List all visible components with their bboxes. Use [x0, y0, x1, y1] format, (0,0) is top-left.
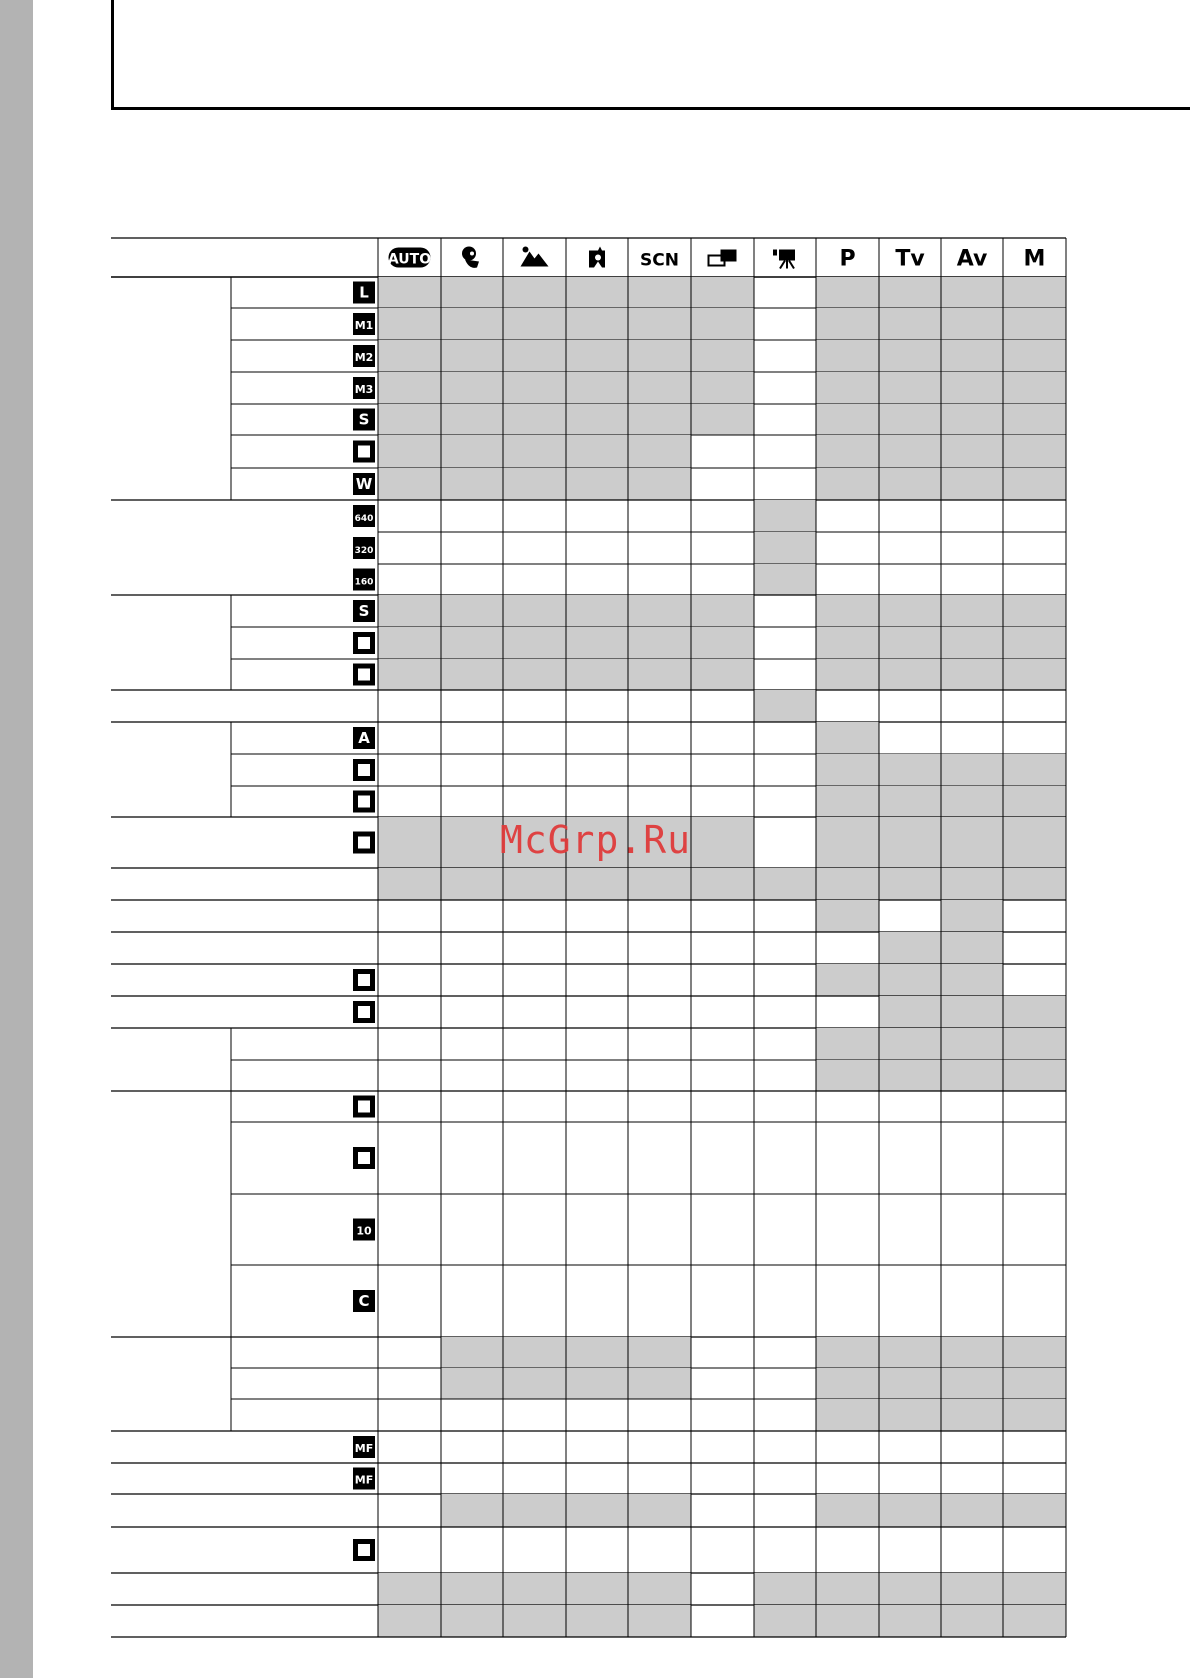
column-header-tv: Tv: [895, 246, 925, 272]
shaded-cell: [816, 868, 879, 900]
shaded-cell: [941, 868, 1003, 900]
column-header-scn: SCN: [640, 250, 679, 271]
shaded-cell: [816, 595, 879, 627]
shaded-cell: [816, 340, 879, 372]
shaded-cell: [1003, 595, 1066, 627]
shaded-cell: [441, 1573, 503, 1605]
shaded-cell: [941, 786, 1003, 817]
icon-glyph-label: L: [359, 283, 369, 302]
shaded-cell: [628, 627, 691, 659]
shaded-cell: [879, 964, 941, 996]
shaded-cell: [441, 595, 503, 627]
shaded-cell: [503, 372, 566, 404]
shaded-cell: [378, 404, 441, 435]
shaded-cell: [754, 690, 816, 722]
shaded-cell: [691, 659, 754, 690]
shaded-cell: [691, 627, 754, 659]
shaded-cell: [941, 1605, 1003, 1637]
large-resolution-icon: [353, 282, 375, 304]
shaded-cell: [441, 1605, 503, 1637]
shaded-cell: [566, 372, 628, 404]
shaded-cell: [628, 1494, 691, 1527]
postcard-resolution-icon: [353, 441, 375, 463]
shaded-cell: [1003, 868, 1066, 900]
shaded-cell: [879, 308, 941, 340]
shaded-cell: [628, 468, 691, 500]
shaded-cell: [441, 340, 503, 372]
shaded-cell: [503, 277, 566, 308]
shaded-cell: [503, 340, 566, 372]
shaded-cell: [566, 404, 628, 435]
shaded-cell: [441, 1494, 503, 1527]
shaded-cell: [879, 786, 941, 817]
shaded-cell: [941, 372, 1003, 404]
shaded-cell: [941, 595, 1003, 627]
column-header-auto-label: AUTO: [387, 251, 432, 268]
shaded-cell: [378, 277, 441, 308]
shaded-cell: [1003, 786, 1066, 817]
fine-compression-icon: [353, 632, 375, 654]
shaded-cell: [1003, 435, 1066, 468]
shaded-cell: [691, 308, 754, 340]
shaded-cell: [566, 468, 628, 500]
shaded-cell: [941, 1337, 1003, 1368]
shaded-cell: [1003, 404, 1066, 435]
shaded-cell: [441, 468, 503, 500]
shaded-cell: [566, 1573, 628, 1605]
shaded-cell: [879, 404, 941, 435]
shaded-cell: [1003, 1337, 1066, 1368]
shaded-cell: [628, 404, 691, 435]
shaded-cell: [816, 404, 879, 435]
shaded-cell: [879, 754, 941, 786]
shaded-cell: [378, 1573, 441, 1605]
shaded-cell: [628, 1368, 691, 1399]
icon-glyph-label: M2: [354, 351, 374, 364]
shaded-cell: [566, 1494, 628, 1527]
icon-glyph-label: A: [358, 729, 370, 747]
icon-glyph-label: M3: [354, 383, 374, 396]
shaded-cell: [566, 308, 628, 340]
shaded-cell: [879, 996, 941, 1028]
shaded-cell: [566, 340, 628, 372]
macro-icon: [353, 1539, 375, 1561]
shaded-cell: [941, 659, 1003, 690]
shaded-cell: [628, 1605, 691, 1637]
shaded-cell: [879, 372, 941, 404]
shaded-cell: [941, 1573, 1003, 1605]
shaded-cell: [941, 1060, 1003, 1091]
shaded-cell: [378, 372, 441, 404]
shaded-cell: [1003, 1060, 1066, 1091]
shaded-cell: [1003, 468, 1066, 500]
shaded-cell: [691, 595, 754, 627]
flash-off-icon: [353, 791, 375, 813]
shaded-cell: [503, 1605, 566, 1637]
shaded-cell: [941, 308, 1003, 340]
shaded-cell: [378, 659, 441, 690]
shaded-cell: [816, 1494, 879, 1527]
icon-glyph-label: 160: [354, 577, 374, 588]
shaded-cell: [816, 1368, 879, 1399]
shaded-cell: [754, 1605, 816, 1637]
shaded-cell: [754, 868, 816, 900]
shaded-cell: [941, 340, 1003, 372]
shaded-cell: [816, 1028, 879, 1060]
shaded-cell: [816, 722, 879, 754]
shaded-cell: [441, 435, 503, 468]
flash-on-icon: [353, 759, 375, 781]
shaded-cell: [441, 868, 503, 900]
shaded-cell: [1003, 817, 1066, 868]
shaded-cell: [754, 500, 816, 532]
icon-glyph-label: S: [358, 602, 370, 620]
shaded-cell: [691, 372, 754, 404]
shaded-cell: [879, 1060, 941, 1091]
shaded-cell: [941, 277, 1003, 308]
shaded-cell: [1003, 659, 1066, 690]
shaded-cell: [1003, 277, 1066, 308]
icon-glyph-label: 10: [356, 1224, 372, 1238]
shaded-cell: [879, 659, 941, 690]
shaded-cell: [1003, 754, 1066, 786]
shaded-cell: [879, 595, 941, 627]
shaded-cell: [879, 1399, 941, 1431]
auto-flash-icon: [353, 727, 375, 749]
icon-glyph-label: C: [358, 1292, 370, 1310]
shaded-cell: [503, 308, 566, 340]
icon-glyph-label: M1: [354, 319, 374, 332]
shaded-cell: [754, 1573, 816, 1605]
shaded-cell: [378, 340, 441, 372]
shaded-cell: [628, 277, 691, 308]
superfine-compression-icon: [353, 600, 375, 622]
shaded-cell: [691, 340, 754, 372]
shaded-cell: [628, 372, 691, 404]
shaded-cell: [441, 659, 503, 690]
shaded-cell: [628, 308, 691, 340]
shaded-cell: [941, 404, 1003, 435]
shaded-cell: [754, 564, 816, 595]
shaded-cell: [879, 1605, 941, 1637]
shaded-cell: [378, 627, 441, 659]
shaded-cell: [441, 817, 503, 868]
shaded-cell: [816, 627, 879, 659]
portrait-mode-icon: [462, 247, 479, 268]
auto-mode-badge-icon: [388, 248, 431, 268]
shaded-cell: [879, 340, 941, 372]
shaded-cell: [1003, 1573, 1066, 1605]
shaded-cell: [503, 1368, 566, 1399]
shaded-cell: [378, 435, 441, 468]
shaded-cell: [1003, 627, 1066, 659]
shaded-cell: [441, 1337, 503, 1368]
manual-focus-icon: [353, 1468, 375, 1490]
shaded-cell: [941, 996, 1003, 1028]
shaded-cell: [1003, 308, 1066, 340]
shaded-cell: [628, 868, 691, 900]
shaded-cell: [879, 627, 941, 659]
shaded-cell: [566, 1368, 628, 1399]
single-shot-icon: [353, 1096, 375, 1118]
shaded-cell: [441, 627, 503, 659]
shaded-cell: [1003, 1368, 1066, 1399]
shaded-cell: [816, 1399, 879, 1431]
shaded-cell: [816, 900, 879, 932]
shaded-cell: [941, 754, 1003, 786]
shaded-cell: [1003, 1494, 1066, 1527]
shaded-cell: [879, 868, 941, 900]
shaded-cell: [503, 1494, 566, 1527]
shaded-cell: [503, 627, 566, 659]
shaded-cell: [378, 468, 441, 500]
icon-glyph-label: MF: [354, 1442, 374, 1455]
shaded-cell: [378, 595, 441, 627]
medium3-resolution-icon: [353, 377, 375, 399]
small-resolution-icon: [353, 409, 375, 431]
icon-glyph-label: W: [355, 475, 373, 493]
shaded-cell: [816, 1060, 879, 1091]
shaded-cell: [503, 404, 566, 435]
shaded-cell: [816, 786, 879, 817]
shaded-cell: [879, 1494, 941, 1527]
shaded-cell: [566, 435, 628, 468]
shaded-cell: [378, 1605, 441, 1637]
shaded-cell: [566, 627, 628, 659]
shaded-cell: [879, 1368, 941, 1399]
shaded-cell: [1003, 340, 1066, 372]
medium1-resolution-icon: [353, 313, 375, 335]
shaded-cell: [503, 868, 566, 900]
shaded-cell: [816, 308, 879, 340]
column-header-av: Av: [956, 246, 988, 272]
column-header-m: M: [1023, 246, 1046, 272]
shaded-cell: [691, 817, 754, 868]
shaded-cell: [1003, 372, 1066, 404]
shaded-cell: [941, 900, 1003, 932]
shaded-cell: [754, 532, 816, 564]
shaded-cell: [941, 964, 1003, 996]
shaded-cell: [566, 1337, 628, 1368]
shaded-cell: [879, 1337, 941, 1368]
shaded-cell: [816, 659, 879, 690]
widescreen-resolution-icon: [353, 473, 375, 495]
shaded-cell: [879, 817, 941, 868]
movie-320-icon: [353, 537, 375, 559]
icon-glyph-label: 320: [354, 546, 374, 556]
shaded-cell: [941, 627, 1003, 659]
shaded-cell: [566, 868, 628, 900]
manual-focus-icon: [353, 1436, 375, 1458]
shaded-cell: [816, 964, 879, 996]
icon-glyph-label: 640: [354, 514, 374, 524]
shaded-cell: [441, 277, 503, 308]
shaded-cell: [628, 595, 691, 627]
column-header-p: P: [839, 246, 856, 272]
shaded-cell: [879, 468, 941, 500]
shaded-cell: [441, 308, 503, 340]
shaded-cell: [941, 932, 1003, 964]
night-scene-mode-icon: [589, 247, 605, 268]
normal-compression-icon: [353, 664, 375, 686]
shaded-cell: [691, 404, 754, 435]
shaded-cell: [1003, 996, 1066, 1028]
landscape-mode-icon: [521, 247, 549, 267]
shaded-cell: [941, 1028, 1003, 1060]
shaded-cell: [1003, 1028, 1066, 1060]
shaded-cell: [378, 308, 441, 340]
icon-glyph-label: S: [358, 410, 370, 429]
shaded-cell: [941, 1399, 1003, 1431]
shaded-cell: [566, 595, 628, 627]
shaded-cell: [628, 659, 691, 690]
stitch-assist-mode-icon: [709, 250, 737, 266]
shaded-cell: [816, 1337, 879, 1368]
shaded-cell: [1003, 1605, 1066, 1637]
shaded-cell: [441, 404, 503, 435]
shaded-cell: [816, 817, 879, 868]
shaded-cell: [503, 435, 566, 468]
shaded-cell: [378, 868, 441, 900]
shaded-cell: [816, 468, 879, 500]
shaded-cell: [941, 435, 1003, 468]
watermark: McGrp.Ru: [500, 818, 692, 862]
shaded-cell: [566, 1605, 628, 1637]
shaded-cell: [816, 372, 879, 404]
shaded-cell: [941, 1494, 1003, 1527]
shaded-cell: [879, 932, 941, 964]
red-eye-icon: [353, 832, 375, 854]
shaded-cell: [691, 277, 754, 308]
shaded-cell: [441, 1368, 503, 1399]
shaded-cell: [1003, 1399, 1066, 1431]
self-timer-custom-icon: [353, 1290, 375, 1312]
shaded-cell: [879, 1028, 941, 1060]
shaded-cell: [503, 595, 566, 627]
movie-640-icon: [353, 505, 375, 527]
shaded-cell: [941, 1368, 1003, 1399]
shaded-cell: [879, 435, 941, 468]
shaded-cell: [941, 468, 1003, 500]
shaded-cell: [879, 277, 941, 308]
flash-exposure-compensation-icon: [353, 1001, 375, 1023]
shaded-cell: [816, 1573, 879, 1605]
shaded-cell: [503, 468, 566, 500]
shaded-cell: [378, 817, 441, 868]
medium2-resolution-icon: [353, 345, 375, 367]
continuous-shooting-icon: [353, 1147, 375, 1169]
shaded-cell: [816, 1605, 879, 1637]
shaded-cell: [879, 1573, 941, 1605]
shaded-cell: [566, 659, 628, 690]
shaded-cell: [503, 1573, 566, 1605]
shaded-cell: [503, 1337, 566, 1368]
shaded-cell: [441, 372, 503, 404]
shaded-cell: [816, 754, 879, 786]
shaded-cell: [941, 817, 1003, 868]
shaded-cell: [628, 340, 691, 372]
shaded-cell: [566, 277, 628, 308]
movie-mode-icon: [773, 250, 795, 269]
shaded-cell: [691, 868, 754, 900]
shaded-cell: [816, 277, 879, 308]
flash-exposure-compensation-icon: [353, 969, 375, 991]
shaded-cell: [628, 1337, 691, 1368]
shaded-cell: [816, 435, 879, 468]
icon-glyph-label: MF: [354, 1473, 374, 1487]
shaded-cell: [628, 435, 691, 468]
shaded-cell: [628, 1573, 691, 1605]
self-timer-10s-icon: [353, 1219, 375, 1241]
movie-160-icon: [353, 569, 375, 591]
shaded-cell: [503, 659, 566, 690]
